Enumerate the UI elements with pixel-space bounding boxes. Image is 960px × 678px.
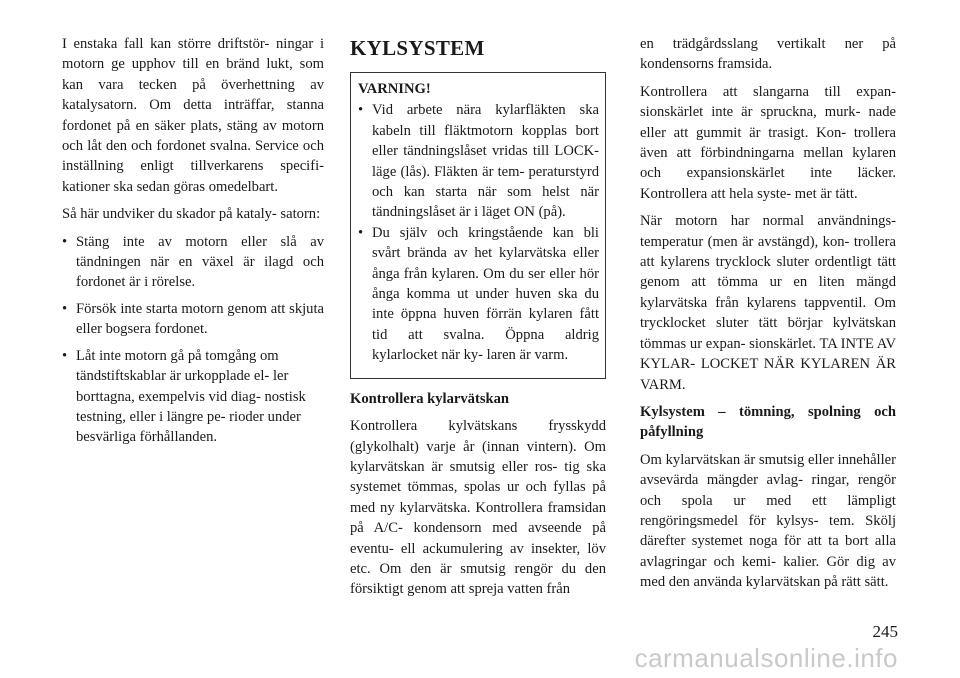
- paragraph: Kontrollera att slangarna till expan- sionskärlet inte är spruckna, murk- nade eller att gummit är trasigt. Kon- trollera även att förbindningarna mellan kylaren och expansionskärlet inte läcker. Kontrollera att hela syste- met är tätt.: [640, 83, 896, 202]
- paragraph: Kontrollera kylvätskans frysskydd (glykolhalt) varje år (innan vintern). Om kylarvätskan är smutsig eller ros- tig ska systemet tömmas, spolas ur och fyllas på med ny kylarvätska. Kontrollera framsidan på A/C- kondensorn med avseende på eventu- ell ackumulering av insekter, löv etc. Om den är smutsig rengör du den försiktigt genom att spreja vatten från: [350, 418, 606, 598]
- paragraph: Om kylarvätskan är smutsig eller innehåller avsevärda mängder avlag- ringar, rengör och spola ur med ett lämpligt rengöringsmedel för kylsys- tem. Skölj därefter systemet noga för att ta bort alla avlagringar och kemi- kalier. Gör dig av med den använda kylarvätskan på rätt sätt.: [640, 451, 896, 591]
- paragraph: I enstaka fall kan större driftstör- ningar i motorn ge upphov till en bränd lukt, som kan vara tecken på överhettning av katalysatorn. Om detta inträffar, stanna fordonet på en säker plats, stäng av motorn och låt den och fordonet svalna. Service och inställning enligt tillverkarens specifi- kationer ska sedan göras omedelbart.: [62, 36, 324, 195]
- paragraph: Så här undviker du skador på kataly- satorn:: [62, 206, 321, 223]
- watermark: carmanualsonline.info: [634, 643, 898, 673]
- warning-box: [350, 72, 606, 379]
- list-item: • Vid arbete nära kylarfläkten ska kabeln till fläktmotorn kopplas bort eller tändningslåset vridas till LOCK-läge (lås). Fläkten är tem- peraturstyrd och kan starta när som helst när tändningslåset är i läget ON (på).: [358, 102, 599, 221]
- middle-column: [350, 34, 606, 607]
- warning-title: VARNING!: [358, 81, 431, 97]
- page-number: 245: [872, 622, 898, 641]
- subheading: Kylsystem – tömning, spolning och påfyllning: [640, 403, 896, 441]
- bullet-icon: •: [358, 224, 364, 241]
- bullet-icon: •: [62, 347, 68, 364]
- section-title: KYLSYSTEM: [350, 36, 485, 60]
- left-column: [62, 34, 324, 454]
- bullet-icon: •: [358, 102, 364, 119]
- list-item: • Försök inte starta motorn genom att skjuta eller bogsera fordonet.: [62, 300, 324, 338]
- bullet-list: [62, 232, 324, 448]
- bullet-icon: •: [62, 233, 68, 250]
- list-item: • Låt inte motorn gå på tomgång om tändstiftskablar är urkopplade el- ler borttagna, exempelvis vid diag- nostisk testning, eller i längre pe- rioder under besvärliga förhållanden.: [62, 347, 306, 446]
- paragraph: en trädgårdsslang vertikalt ner på kondensorns framsida.: [640, 36, 896, 73]
- list-item: • Du själv och kringstående kan bli svårt brända av het kylarvätska eller ånga från kylaren. Om du ser eller hör ånga komma ut under huven ska du inte öppna huven förrän kylaren fått tid att svalna. Öppna aldrig kylarlocket när ky- laren är varm.: [358, 224, 599, 364]
- paragraph: När motorn har normal användnings- temperatur (men är avstängd), kon- trollera att kylarens trycklock sluter ordentligt tätt genom att tömma ur en liten mängd kylarvätska från kylarens tappventil. Om trycklocket sluter tätt börjar kylvätskan tömmas ur expan- sionskärlet. TA INTE AV KYLAR- LOCKET NÄR KYLAREN ÄR VARM.: [640, 213, 896, 393]
- subheading: Kontrollera kylarvätskan: [350, 390, 510, 407]
- list-item: • Stäng inte av motorn eller slå av tändningen när en växel är ilagd och fordonet är i rörelse.: [62, 233, 324, 291]
- right-column: [640, 34, 896, 600]
- bullet-icon: •: [62, 300, 68, 317]
- warning-list: [358, 100, 599, 365]
